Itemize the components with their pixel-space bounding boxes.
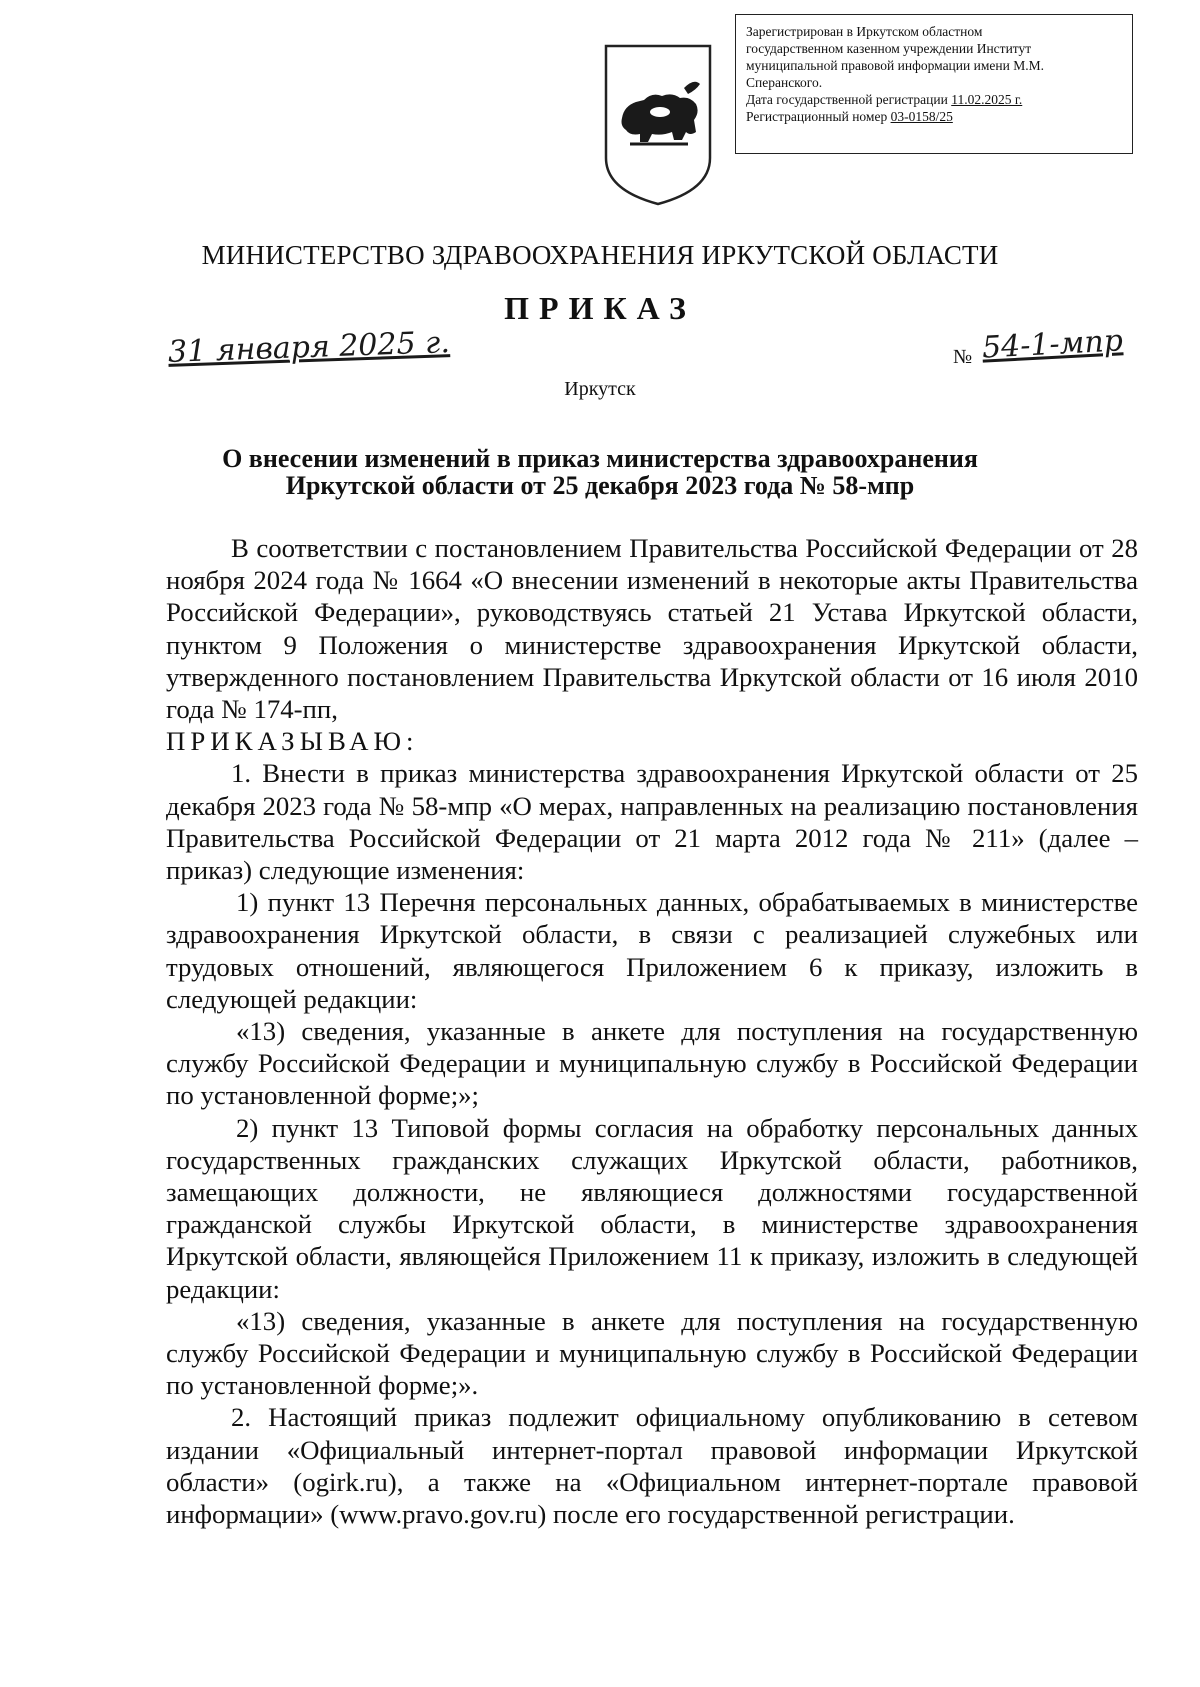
stamp-number-value: 03-0158/25	[890, 109, 953, 124]
stamp-line-1: Зарегистрирован в Иркутском областном	[746, 24, 983, 39]
subject-line-2: Иркутской области от 25 декабря 2023 года № 58-мпр	[285, 471, 915, 500]
item-1-1-paragraph: 1) пункт 13 Перечня персональных данных, обрабатываемых в министерстве здравоохранения Иркутской области, в связи с реализацией служебных или трудовых отношений, являющегося Приложением 6 к приказу, изложить в следующей редакции:	[166, 887, 1138, 1014]
city-name: Иркутск	[564, 378, 636, 400]
item-2-paragraph: 2. Настоящий приказ подлежит официальному опубликованию в сетевом издании «Официальный интернет-портал правовой информации Иркутской области» (ogirk.ru), а также на «Официальном интернет-портале правовой информации» (www.pravo.gov.ru) после его государственной регистрации.	[166, 1402, 1138, 1530]
stamp-line-4: Сперанского.	[746, 75, 823, 90]
stamp-line-2: государственном казенном учреждении Институт	[746, 41, 1032, 56]
stamp-number-row	[746, 108, 1122, 125]
document-type-title: ПРИКАЗ	[504, 290, 696, 326]
item-1-paragraph: 1. Внести в приказ министерства здравоохранения Иркутской области от 25 декабря 2023 года № 58-мпр «О мерах, направленных на реализацию постановления Правительства Российской Федерации от 21 марта 2012 года № 211» (далее – приказ) следующие изменения:	[166, 758, 1138, 886]
preamble-paragraph: В соответствии с постановлением Правительства Российской Федерации от 28 ноября 2024 года № 1664 «О внесении изменений в некоторые акты Правительства Российской Федерации», руководствуясь статьей 21 Устава Иркутской области, пунктом 9 Положения о министерстве здравоохранения Иркутской области, утвержденного постановлением Правительства Иркутской области от 16 июля 2010 года № 174-пп,	[166, 533, 1138, 725]
order-body	[166, 532, 1138, 1530]
item-1-2-paragraph: 2) пункт 13 Типовой формы согласия на обработку персональных данных государственных гражданских служащих Иркутской области, работников, замещающих должности, не являющиеся должностями государственной гражданской службы Иркутской области, в министерстве здравоохранения Иркутской области, являющейся Приложением 11 к приказу, изложить в следующей редакции:	[166, 1112, 1138, 1304]
number-prefix: №	[953, 346, 973, 368]
order-subject	[150, 445, 1050, 499]
order-word: ПРИКАЗЫВАЮ:	[166, 726, 419, 757]
item-1-1-quote: «13) сведения, указанные в анкете для поступления на государственную службу Российской Федерации и муниципальную службу в Российской Федерации по установленной форме;»;	[166, 1016, 1138, 1111]
coat-of-arms-emblem	[600, 40, 716, 208]
stamp-date-value: 11.02.2025 г.	[951, 92, 1023, 107]
stamp-number-label: Регистрационный номер	[746, 109, 888, 124]
handwritten-order-number: 54-1-мпр	[981, 323, 1124, 366]
stamp-date-row	[746, 91, 1122, 108]
subject-line-1: О внесении изменений в приказ министерства здравоохранения	[222, 444, 978, 473]
stamp-date-label: Дата государственной регистрации	[746, 92, 948, 107]
ministry-name: МИНИСТЕРСТВО ЗДРАВООХРАНЕНИЯ ИРКУТСКОЙ ОБЛАСТИ	[201, 240, 999, 270]
registration-stamp	[735, 14, 1133, 154]
handwritten-date: 31 января 2025 г.	[167, 325, 451, 370]
stamp-line-3: муниципальной правовой информации имени М.М.	[746, 58, 1044, 73]
item-1-2-quote: «13) сведения, указанные в анкете для поступления на государственную службу Российской Федерации и муниципальную службу в Российской Федерации по установленной форме;».	[166, 1305, 1138, 1401]
